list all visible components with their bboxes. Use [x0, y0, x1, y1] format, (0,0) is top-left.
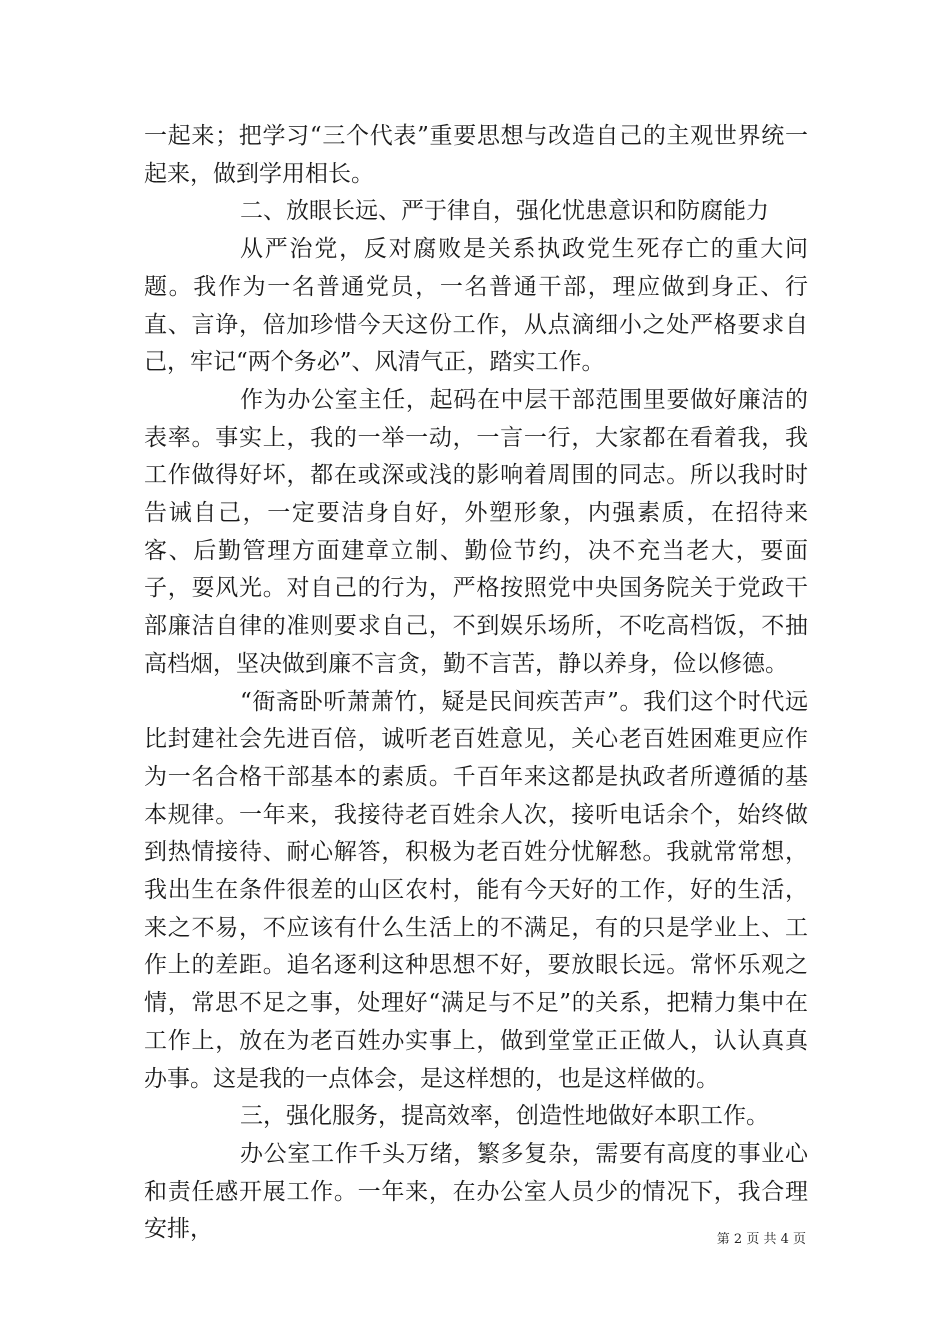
paragraph-continuation: 一起来；把学习“三个代表”重要思想与改造自己的主观世界统一起来，做到学用相长。: [144, 123, 808, 187]
section-heading-3: 三，强化服务，提高效率，创造性地做好本职工作。: [240, 1103, 769, 1130]
paragraph-people-concerns: “衙斋卧听萧萧竹，疑是民间疾苦声”。我们这个时代远比封建社会先进百倍，诚听老百姓意见，关心老百姓困难更应作为一名合格干部基本的素质。千百年来这都是执政者所遵循的基本规律。一年来，我接待老百姓余人次，接听电话余个，始终做到热情接待、耐心解答，积极为老百姓分忧解愁。我就常常想，我出生在条件很差的山区农村，能有今天好的工作，好的生活，来之不易，不应该有什么生活上的不满足，有的只是学业上、工作上的差距。追名逐利这种思想不好，要放眼长远。常怀乐观之情，常思不足之事，处理好“满足与不足”的关系，把精力集中在工作上，放在为老百姓办实事上，做到堂堂正正做人，认认真真办事。这是我的一点体会，是这样想的，也是这样做的。: [144, 688, 808, 1092]
paragraph-anti-corruption: 从严治党，反对腐败是关系执政党生死存亡的重大问题。我作为一名普通党员，一名普通干部，理应做到身正、行直、言诤，倍加珍惜今天这份工作，从点滴细小之处严格要求自己，牢记“两个务必”、风清气正，踏实工作。: [144, 236, 808, 376]
document-body: [144, 118, 808, 1249]
paragraph-office-director: 作为办公室主任，起码在中层干部范围里要做好廉洁的表率。事实上，我的一举一动，一言一行，大家都在看着我，我工作做得好坏，都在或深或浅的影响着周围的同志。所以我时时告诫自己，一定要洁身自好，外塑形象，内强素质，在招待来客、后勤管理方面建章立制、勤俭节约，决不充当老大，要面子，耍风光。对自己的行为，严格按照党中央国务院关于党政干部廉洁自律的准则要求自己，不到娱乐场所，不吃高档饭，不抽高档烟，坚决做到廉不言贪，勤不言苦，静以养身，俭以修德。: [144, 386, 808, 677]
paragraph-office-work: 办公室工作千头万绪，繁多复杂，需要有高度的事业心和责任感开展工作。一年来，在办公室人员少的情况下，我合理安排，: [144, 1140, 808, 1243]
section-heading-2: 二、放眼长远、严于律自，强化忧患意识和防腐能力: [240, 198, 769, 225]
page-number-footer: 第 2 页 共 4 页: [716, 1232, 806, 1247]
